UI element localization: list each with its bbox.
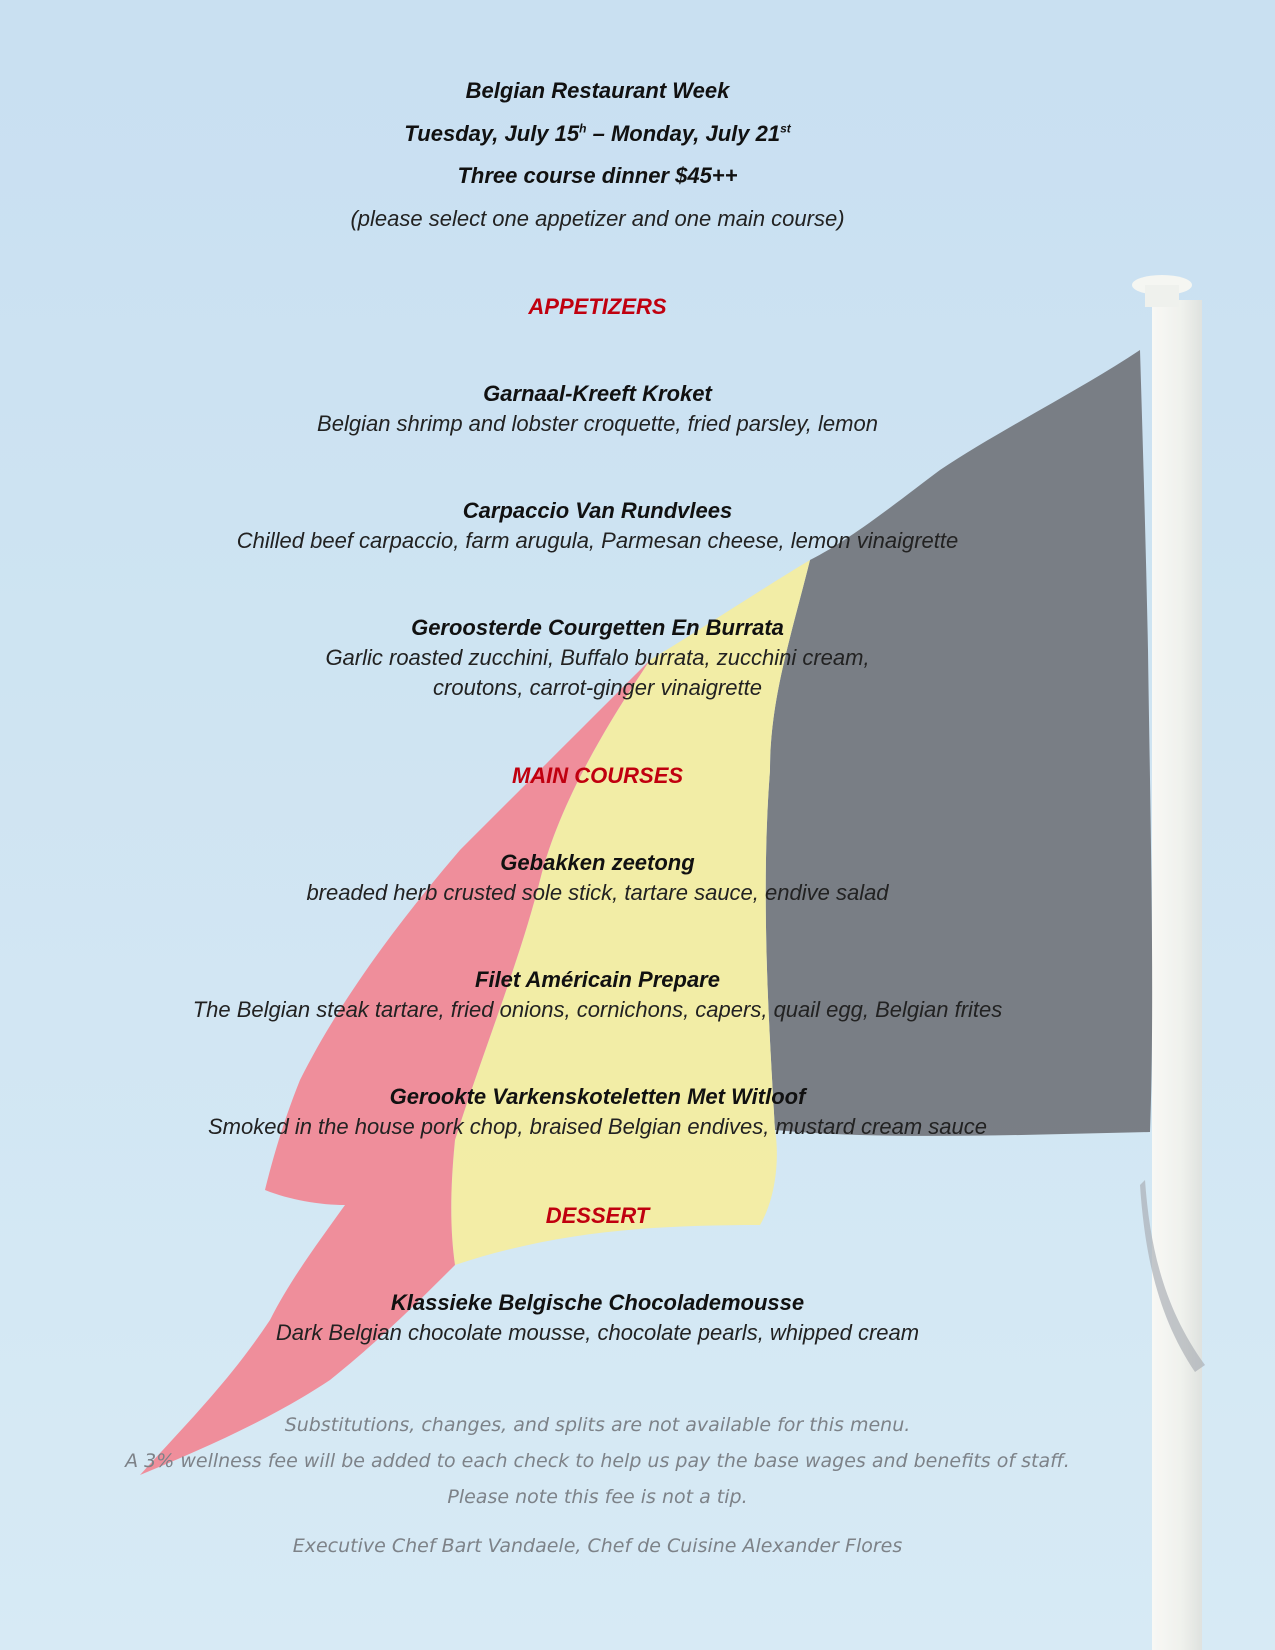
section-title-dessert: DESSERT — [545, 1203, 650, 1228]
main-course-description: The Belgian steak tartare, fried onions, cornichons, capers, quail egg, Belgian frites — [192, 997, 1003, 1022]
price-line: Three course dinner $45++ — [457, 163, 738, 188]
dessert-description: Dark Belgian chocolate mousse, chocolate pearls, whipped cream — [275, 1320, 920, 1345]
policy-note-not-a-tip: Please note this fee is not a tip. — [447, 1486, 748, 1508]
dessert-name: Klassieke Belgische Chocolademousse — [390, 1290, 805, 1315]
selection-instructions: (please select one appetizer and one main course) — [350, 206, 845, 231]
main-course-name: Gerookte Varkenskoteletten Met Witloof — [389, 1084, 806, 1109]
date-range — [0, 121, 1195, 147]
date-end-suffix: st — [780, 121, 791, 136]
policy-note-substitutions: Substitutions, changes, and splits are not available for this menu. — [284, 1414, 911, 1436]
date-separator: – — [586, 121, 611, 146]
policy-note-wellness-fee: A 3% wellness fee will be added to each check to help us pay the base wages and benefits of staff. — [125, 1450, 1070, 1472]
menu-title: Belgian Restaurant Week — [465, 78, 730, 103]
main-course-description: breaded herb crusted sole stick, tartare sauce, endive salad — [306, 880, 889, 905]
appetizer-name: Carpaccio Van Rundvlees — [462, 498, 733, 523]
date-end: Monday, July 21 — [610, 121, 781, 146]
appetizer-name: Geroosterde Courgetten En Burrata — [411, 615, 784, 640]
date-start-suffix: h — [579, 121, 587, 136]
appetizer-description: Belgian shrimp and lobster croquette, fried parsley, lemon — [317, 411, 878, 436]
date-start: Tuesday, July 15 — [404, 121, 580, 146]
appetizer-name: Garnaal-Kreeft Kroket — [483, 381, 712, 406]
main-course-name: Filet Américain Prepare — [475, 967, 720, 992]
section-title-appetizers: APPETIZERS — [528, 294, 667, 319]
chef-credits: Executive Chef Bart Vandaele, Chef de Cuisine Alexander Flores — [292, 1535, 903, 1557]
main-course-description: Smoked in the house pork chop, braised Belgian endives, mustard cream sauce — [208, 1114, 987, 1139]
appetizer-description: croutons, carrot-ginger vinaigrette — [433, 675, 762, 700]
main-course-name: Gebakken zeetong — [500, 850, 695, 875]
appetizer-description: Garlic roasted zucchini, Buffalo burrata, zucchini cream, — [325, 645, 870, 670]
section-title-main-courses: MAIN COURSES — [511, 763, 684, 788]
appetizer-description: Chilled beef carpaccio, farm arugula, Parmesan cheese, lemon vinaigrette — [236, 528, 959, 553]
